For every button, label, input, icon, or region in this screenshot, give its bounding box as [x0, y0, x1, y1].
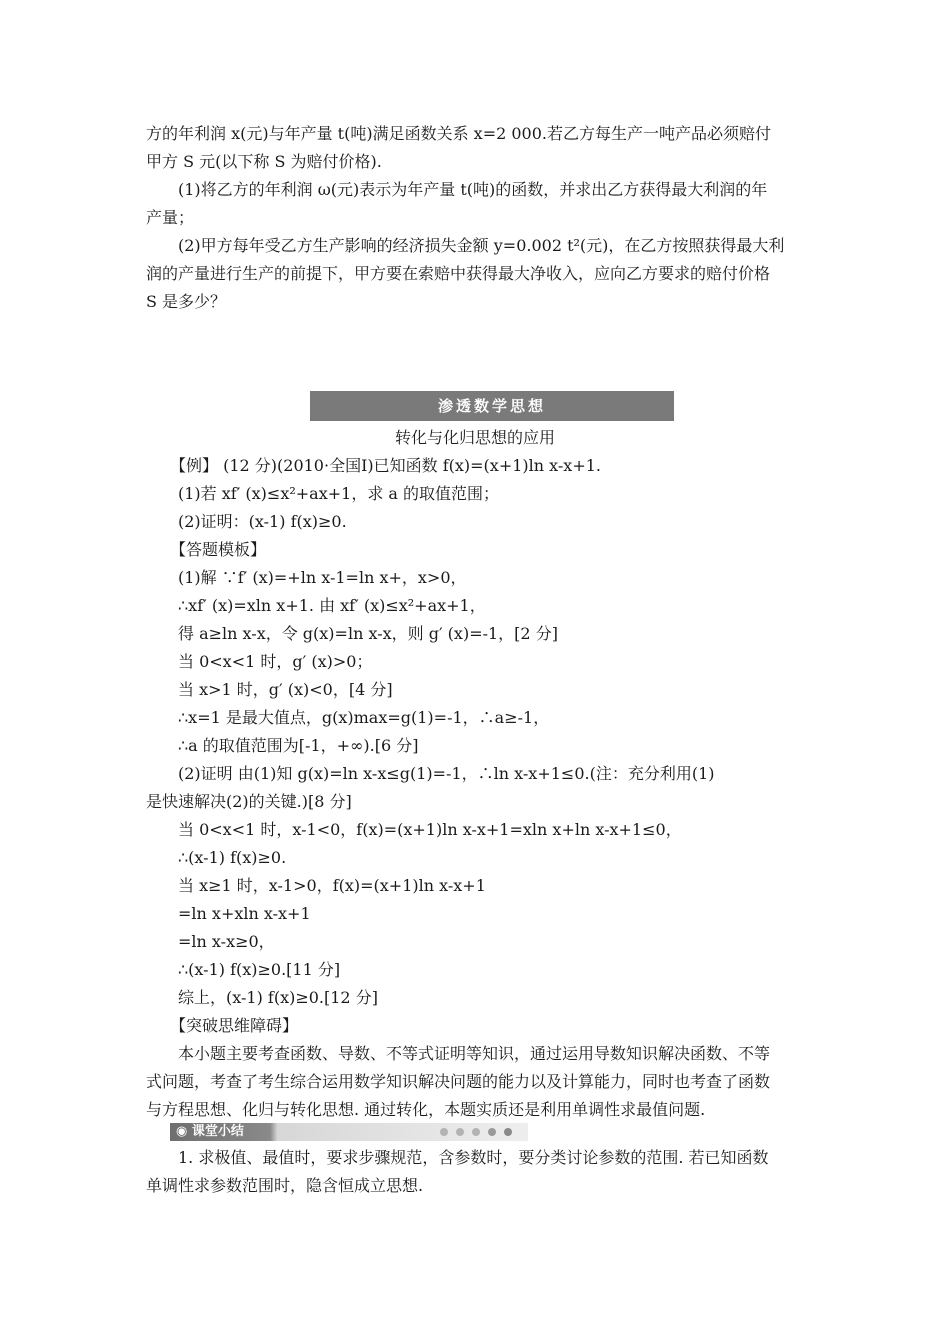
- example-line: 是快速解决(2)的关键.)[8 分]: [146, 792, 352, 811]
- example-line: 【例】 (12 分)(2010·全国Ⅰ)已知函数 f(x)=(x+1)ln x-x+1.: [170, 456, 601, 475]
- example-line: ∴(x-1) f(x)≥0.: [178, 848, 287, 867]
- example-line: =ln x-x≥0，: [178, 932, 275, 951]
- example-line: ∴a 的取值范围为[-1，+∞).[6 分]: [178, 736, 419, 755]
- example-line: =ln x+xln x-x+1: [178, 904, 311, 923]
- example-line: 当 x>1 时，g′ (x)<0，[4 分]: [178, 680, 393, 699]
- decor-dot-icon: [440, 1128, 448, 1136]
- example-line: 当 x≥1 时，x-1>0，f(x)=(x+1)ln x-x+1: [178, 876, 486, 895]
- problem-line: 甲方 S 元(以下称 S 为赔付价格).: [146, 152, 382, 171]
- problem-line: S 是多少？: [146, 292, 227, 311]
- example-line: (1)解 ∵f′ (x)=+ln x-1=ln x+，x>0，: [178, 568, 467, 587]
- example-line: ∴(x-1) f(x)≥0.[11 分]: [178, 960, 341, 979]
- example-line: 本小题主要考查函数、导数、不等式证明等知识，通过运用导数知识解决函数、不等: [178, 1044, 771, 1063]
- problem-line: 方的年利润 x(元)与年产量 t(吨)满足函数关系 x=2 000.若乙方每生产一吨产品必须赔付: [146, 124, 772, 143]
- example-line: 当 0<x<1 时，x-1<0，f(x)=(x+1)ln x-x+1=xln x+ln x-x+1≤0，: [178, 820, 682, 839]
- example-line: ∴x=1 是最大值点，g(x)max=g(1)=-1，∴a≥-1，: [178, 708, 550, 727]
- decor-dot-icon: [472, 1128, 480, 1136]
- example-line: 得 a≥ln x-x，令 g(x)=ln x-x，则 g′ (x)=-1，[2 分]: [178, 624, 558, 643]
- problem-line: 产量；: [146, 208, 195, 227]
- decor-dot-icon: [504, 1128, 512, 1136]
- problem-line: (1)将乙方的年利润 ω(元)表示为年产量 t(吨)的函数，并求出乙方获得最大利润的年: [178, 180, 768, 199]
- summary-line: 1. 求极值、最值时，要求步骤规范，含参数时，要分类讨论参数的范围. 若已知函数: [178, 1148, 769, 1167]
- example-line: (2)证明：(x-1) f(x)≥0.: [178, 512, 347, 531]
- summary-title: ◉ 课堂小结: [176, 1124, 244, 1139]
- example-line: 【突破思维障碍】: [170, 1016, 299, 1035]
- example-line: 式问题，考查了考生综合运用数学知识解决问题的能力以及计算能力，同时也考查了函数: [146, 1072, 771, 1091]
- example-line: ∴xf′ (x)=xln x+1. 由 xf′ (x)≤x²+ax+1，: [178, 596, 486, 615]
- summary-line: 单调性求参数范围时，隐含恒成立思想.: [146, 1176, 424, 1195]
- summary-header: [170, 1123, 528, 1141]
- example-line: 综上，(x-1) f(x)≥0.[12 分]: [178, 988, 378, 1007]
- example-line: 【答题模板】: [170, 540, 267, 559]
- section-banner: 渗透数学思想: [310, 391, 674, 421]
- example-line: (1)若 xf′ (x)≤x²+ax+1，求 a 的取值范围；: [178, 484, 500, 503]
- section-subtitle: 转化与化归思想的应用: [394, 428, 555, 447]
- decor-dot-icon: [488, 1128, 496, 1136]
- problem-line: 润的产量进行生产的前提下，甲方要在索赔中获得最大净收入，应向乙方要求的赔付价格: [146, 264, 771, 283]
- example-line: 当 0<x<1 时，g′ (x)>0；: [178, 652, 373, 671]
- decor-dot-icon: [456, 1128, 464, 1136]
- problem-line: (2)甲方每年受乙方生产影响的经济损失金额 y=0.002 t²(元)，在乙方按照获得最大利: [178, 236, 785, 255]
- example-line: 与方程思想、化归与转化思想. 通过转化，本题实质还是利用单调性求最值问题.: [146, 1100, 706, 1119]
- example-line: (2)证明 由(1)知 g(x)=ln x-x≤g(1)=-1，∴ln x-x+1≤0.(注：充分利用(1): [178, 764, 715, 783]
